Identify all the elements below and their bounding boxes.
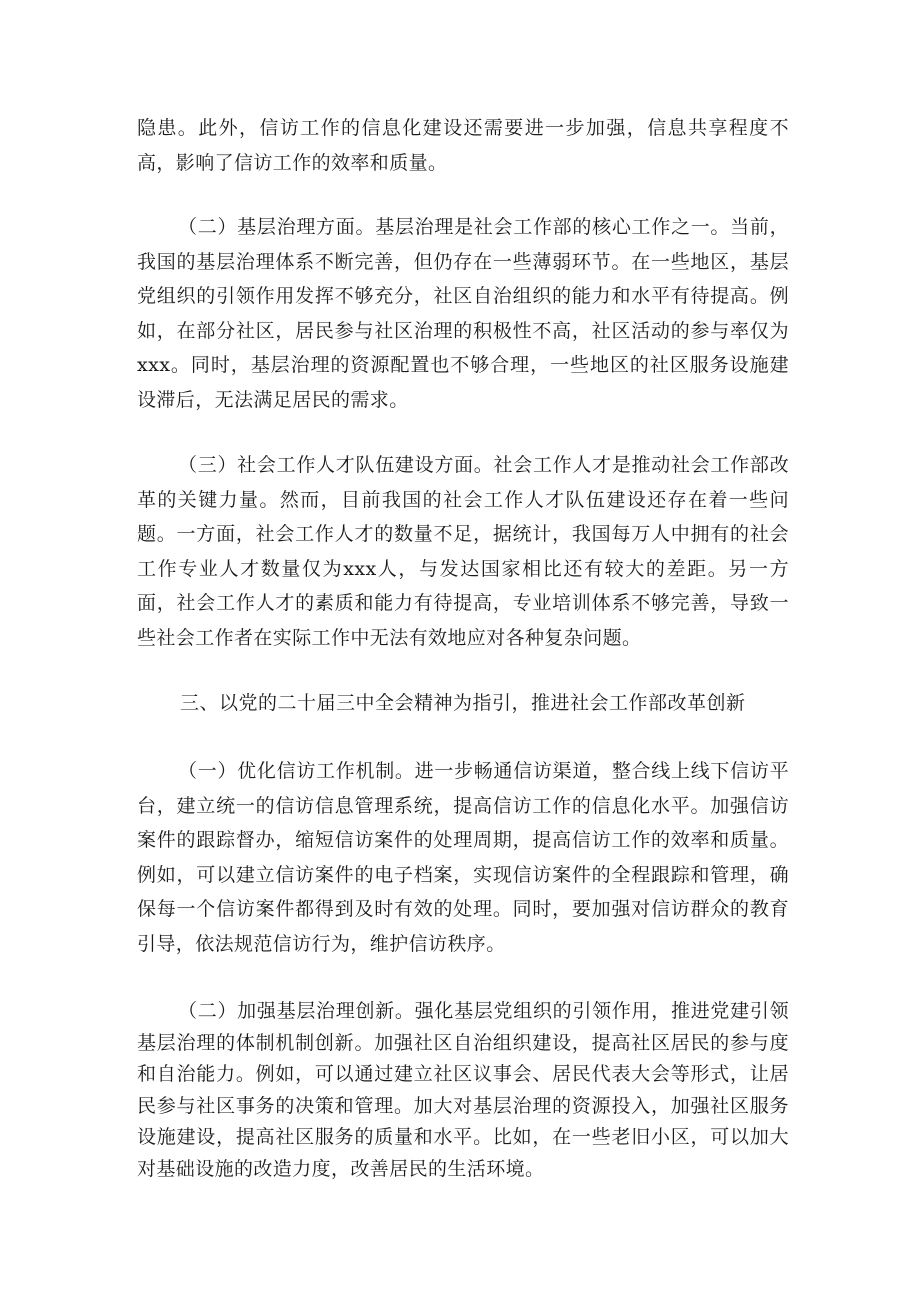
paragraph-petition-mechanism: （一）优化信访工作机制。进一步畅通信访渠道，整合线上线下信访平台，建立统一的信访信息管理系统，提高信访工作的信息化水平。加强信访案件的跟踪督办，缩短信访案件的处理周期，提高信访工作的效率和质量。例如，可以建立信访案件的电子档案，实现信访案件的全程跟踪和管理，确保每一个信访案件都得到及时有效的处理。同时，要加强对信访群众的教育引导，依法规范信访行为，维护信访秩序。: [137, 760, 789, 955]
paragraph-continuation: 隐患。此外，信访工作的信息化建设还需要进一步加强，信息共享程度不高，影响了信访工作的效率和质量。: [137, 117, 789, 174]
paragraph-grassroots-governance: （二）基层治理方面。基层治理是社会工作部的核心工作之一。当前，我国的基层治理体系不断完善，但仍存在一些薄弱环节。在一些地区，基层党组织的引领作用发挥不够充分，社区自治组织的能力和水平有待提高。例如，在部分社区，居民参与社区治理的积极性不高，社区活动的参与率仅为xxx。同时，基层治理的资源配置也不够合理，一些地区的社区服务设施建设滞后，无法满足居民的需求。: [137, 216, 789, 411]
section-heading-three: 三、以党的二十届三中全会精神为指引，推进社会工作部改革创新: [180, 692, 746, 714]
paragraph-social-work-talent: （三）社会工作人才队伍建设方面。社会工作人才是推动社会工作部改革的关键力量。然而，目前我国的社会工作人才队伍建设还存在着一些问题。一方面，社会工作人才的数量不足，据统计，我国每万人中拥有的社会工作专业人才数量仅为xxx人，与发达国家相比还有较大的差距。另一方面，社会工作人才的素质和能力有待提高，专业培训体系不够完善，导致一些社会工作者在实际工作中无法有效地应对各种复杂问题。: [137, 454, 789, 649]
paragraph-governance-innovation: （二）加强基层治理创新。强化基层党组织的引领作用，推进党建引领基层治理的体制机制创新。加强社区自治组织建设，提高社区居民的参与度和自治能力。例如，可以通过建立社区议事会、居民代表大会等形式，让居民参与社区事务的决策和管理。加大对基层治理的资源投入，加强社区服务设施建设，提高社区服务的质量和水平。比如，在一些老旧小区，可以加大对基础设施的改造力度，改善居民的生活环境。: [137, 1000, 789, 1180]
